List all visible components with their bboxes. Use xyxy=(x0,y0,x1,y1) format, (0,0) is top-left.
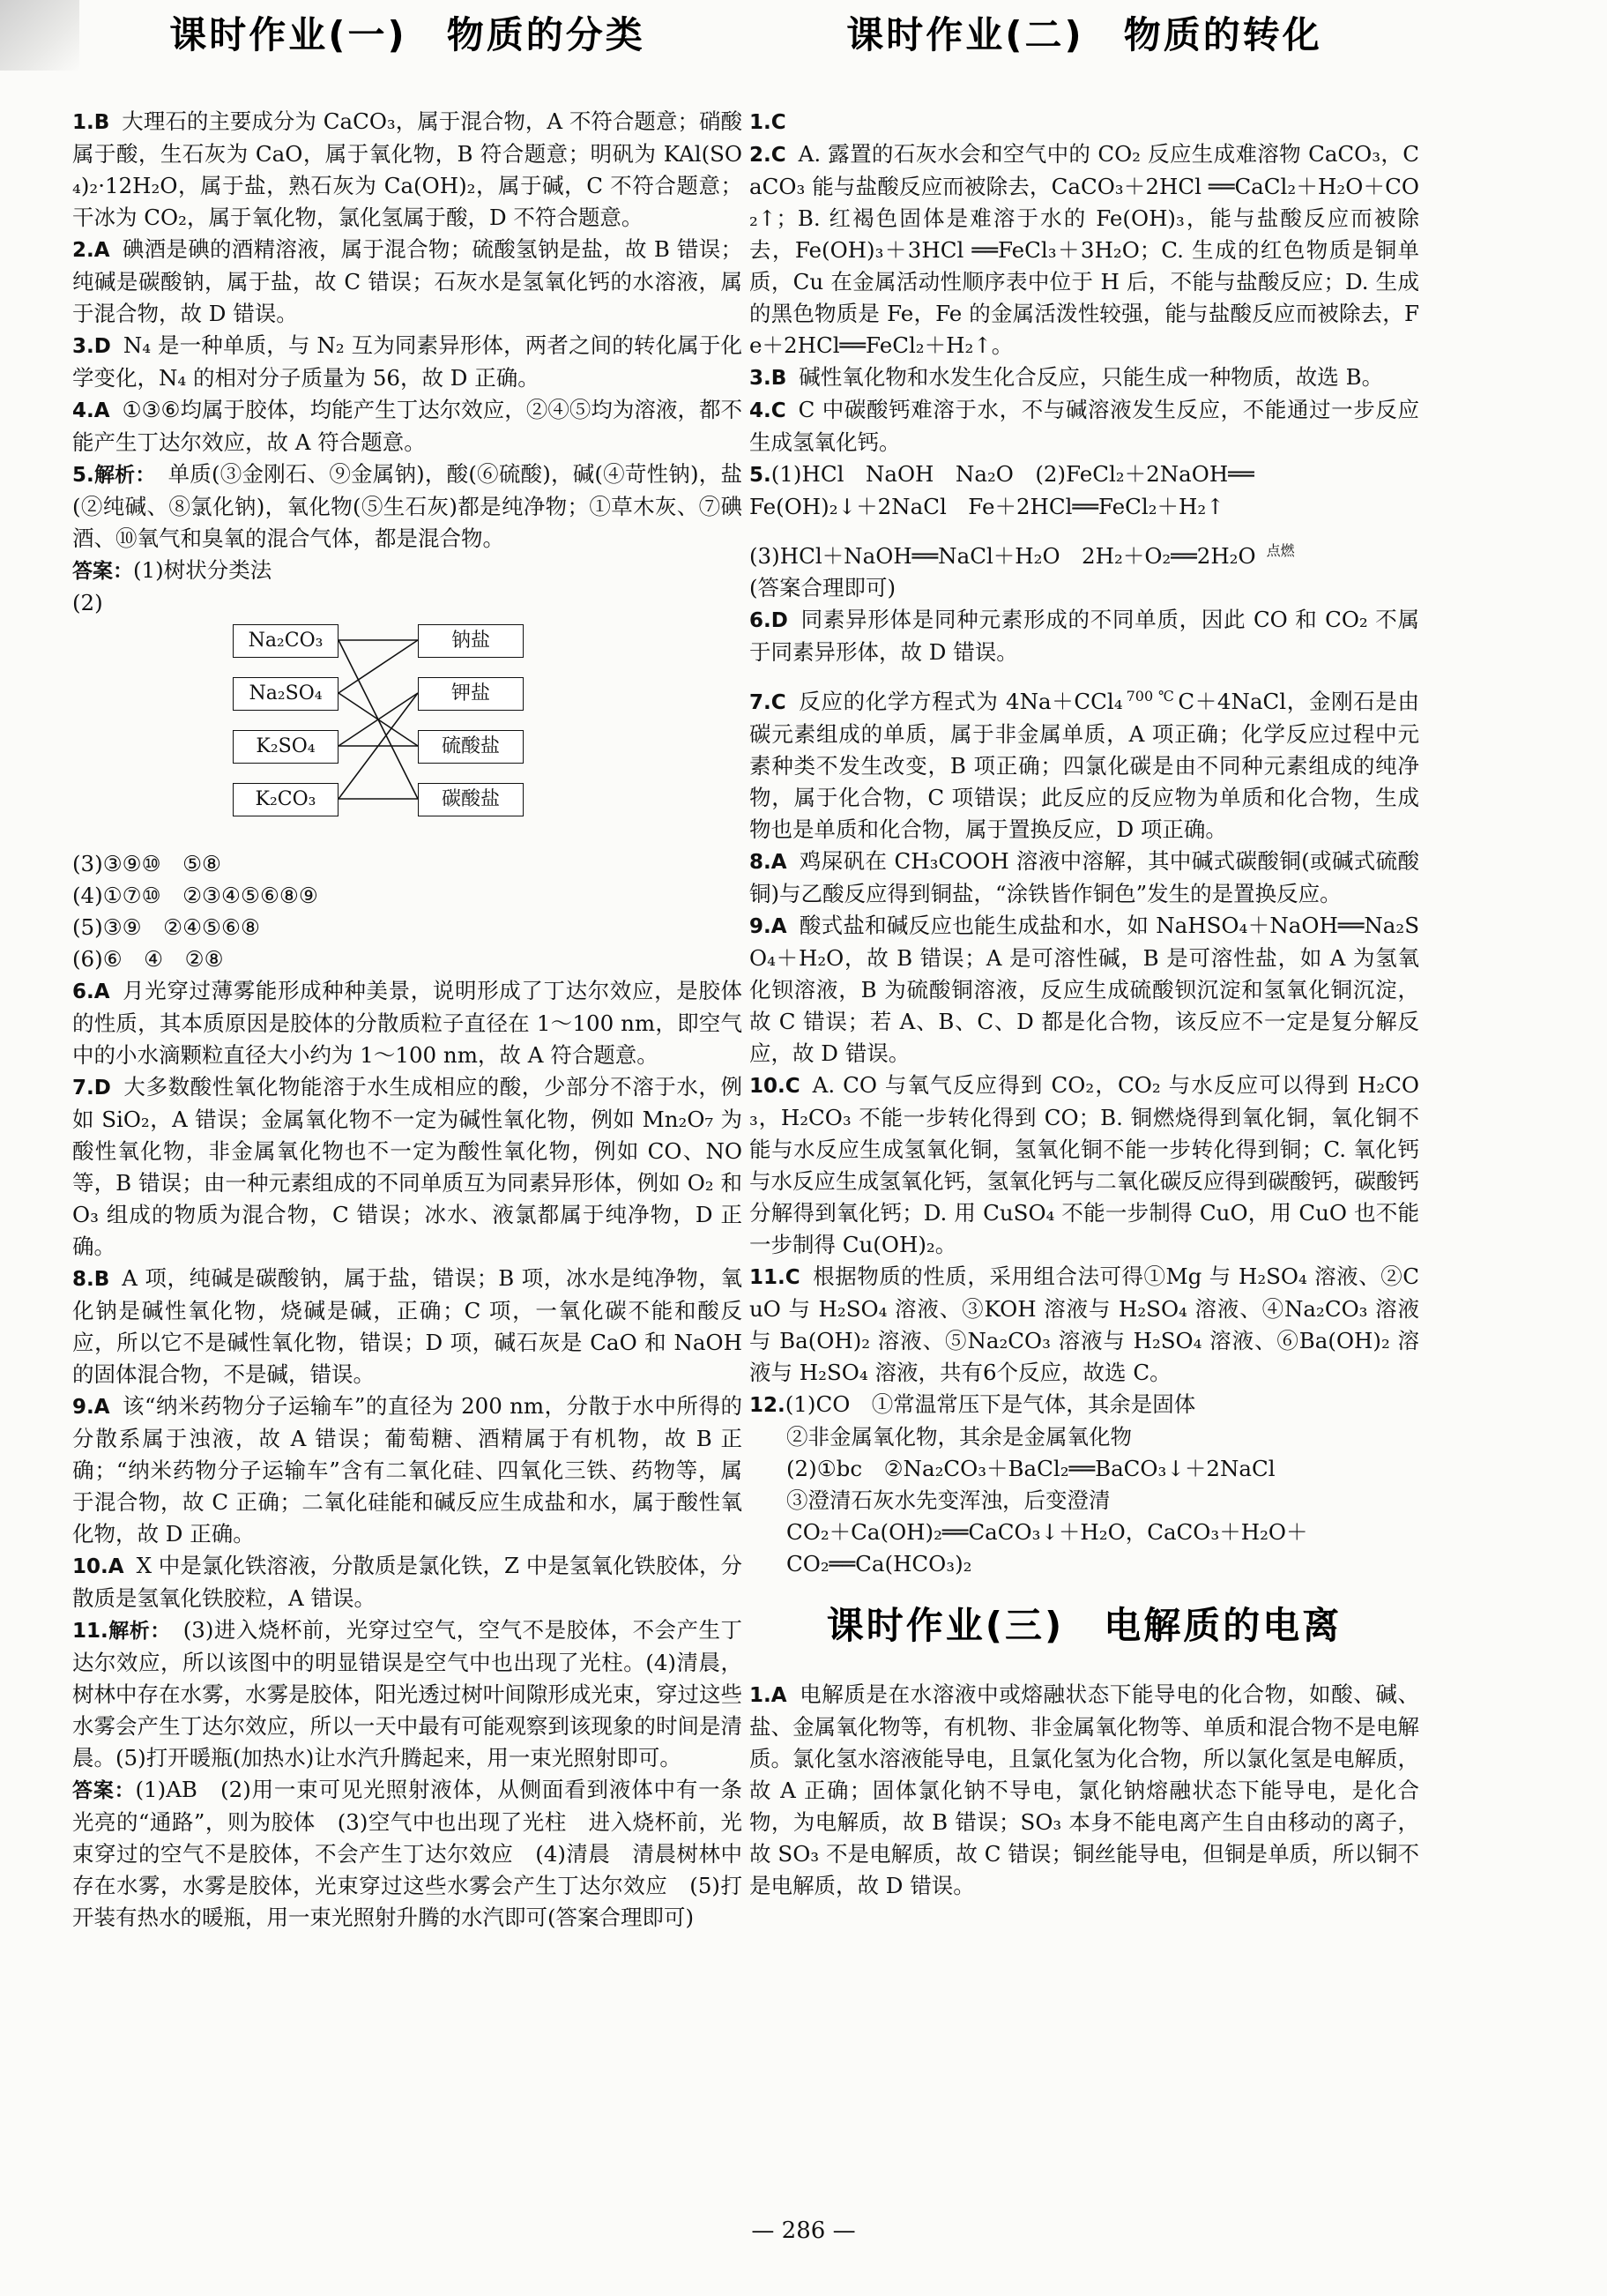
item-text: 同素异形体是同种元素形成的不同单质，因此 CO 和 CO₂ 不属于同素异形体，故 D 错误。 xyxy=(749,607,1419,666)
item-text: 根据物质的性质，采用组合法可得①Mg 与 H₂SO₄ 溶液、②CuO 与 H₂SO₄ 溶液、③KOH 溶液与 H₂SO₄ 溶液、④Na₂CO₃ 溶液与 Ba(OH)₂ 溶液、⑤Na₂CO₃ 溶液与 H₂SO₄ 溶液、⑥Ba(OH)₂ 溶液与 H₂SO₄ 溶液，共有6个反应，故选 C。 xyxy=(749,1264,1419,1386)
answer-item xyxy=(749,846,1419,910)
item5-line1 xyxy=(749,458,1419,491)
answer-letter: A xyxy=(770,1684,787,1708)
answer-letter: A xyxy=(93,399,110,422)
answer-letter: D xyxy=(93,335,111,358)
item-number: 1. xyxy=(749,1684,771,1708)
classification-diagram xyxy=(233,622,550,843)
item-number: 8. xyxy=(749,851,771,875)
item-number: 11. xyxy=(749,1266,785,1290)
box-potassium-salt: 钾盐 xyxy=(418,677,524,711)
item-number: 3. xyxy=(749,367,771,390)
answer-item xyxy=(72,1550,742,1614)
box-k2co3: K₂CO₃ xyxy=(233,783,339,816)
answer-5-line1 xyxy=(72,555,742,587)
answer-item xyxy=(72,234,742,330)
item-text: (3)进入烧杯前，光穿过空气，空气不是胶体，不会产生丁达尔效应，所以该图中的明显错误是空气中也出现了光柱。(4)清晨，树林中存在水雾，水雾是胶体，阳光透过树叶间隙形成光束，穿过这些水雾会产生丁达尔效应，所以一天中最有可能观察到该现象的时间是清晨。(5)打开暖瓶(加热水)让水汽升腾起来，用一束光照射即可。 xyxy=(72,1617,743,1770)
answer-11-text: (1)AB (2)用一束可见光照射液体，从侧面看到液体中有一条光亮的“通路”，则为胶体 (3)空气中也出现了光柱 进入烧杯前，光束穿过的空气不是胶体，不会产生丁达尔效应 (4)清晨 清晨树林中存在水雾，水雾是胶体，光束穿过这些水雾会产生丁达尔效应 (5)打开装有热水的暖瓶，用一束光照射升腾的水汽即可(答案合理即可) xyxy=(72,1777,743,1930)
answer-letter: C xyxy=(785,1266,800,1290)
answer-label: 答案： xyxy=(72,1779,136,1802)
answer-item xyxy=(72,1263,742,1390)
item-text: 大多数酸性氧化物能溶于水生成相应的酸，少部分不溶于水，例如 SiO₂，A 错误；金属氧化物不一定为碱性氧化物，例如 Mn₂O₇ 为酸性氧化物，非金属氧化物也不一定为酸性氧化物，例如 CO、NO 等，B 错误；由一种元素组成的不同单质互为同素异形体，例如 O₂ 和 O₃ 组成的物质为混合物，C 错误；冰水、液氯都属于纯净物，D 正确。 xyxy=(72,1074,742,1259)
item-text: X 中是氯化铁溶液，分散质是氯化铁，Z 中是氢氧化铁胶体，分散质是氢氧化铁胶粒，A 错误。 xyxy=(72,1553,742,1611)
reaction-condition: 700 ℃ xyxy=(1126,688,1175,705)
answer-letter: A xyxy=(93,239,110,262)
answer-letter: C xyxy=(770,144,786,167)
item-number: 1. xyxy=(72,111,94,134)
item-number: 5. xyxy=(749,464,771,487)
answer-item xyxy=(749,138,1419,362)
left-answer-list-2 xyxy=(72,975,742,1774)
answer-item xyxy=(72,458,742,555)
answer-5-line5: (5)③⑨ ②④⑤⑥⑧ xyxy=(72,914,260,940)
item-text: 月光穿过薄雾能形成种种美景，说明形成了丁达尔效应，是胶体的性质，其本质原因是胶体的分散质粒子直径在 1～100 nm，即空气中的小水滴颗粒直径大小约为 1～100 nm，故 A 符合题意。 xyxy=(72,978,742,1068)
answer-letter: C xyxy=(770,691,786,715)
answer-item xyxy=(72,330,742,394)
item-number: 11. xyxy=(72,1620,108,1643)
answer-item xyxy=(72,1071,742,1263)
right-answer-list-4 xyxy=(749,1679,1419,1902)
answer-item xyxy=(72,1614,742,1774)
item-number: 9. xyxy=(72,1396,94,1419)
item-text: 碱性氧化物和水发生化合反应，只能生成一种物质，故选 B。 xyxy=(799,364,1384,390)
item-text: 电解质是在水溶液中或熔融状态下能导电的化合物，如酸、碱、盐、金属氧化物等，有机物、非金属氧化物等、单质和混合物不是电解质。氯化氢水溶液能导电，且氯化氢为化合物，所以氯化氢是电解质，故 A 正确；固体氯化钠不导电，氯化钠熔融状态下能导电，是化合物，为电解质，故 B 错误；SO₃ 本身不能电离产生自由移动的离子，故 SO₃ 不是电解质，故 C 错误；铜丝能导电，但铜是单质，所以铜不是电解质，故 D 错误。 xyxy=(749,1681,1419,1899)
item-text: 该“纳米药物分子运输车”的直径为 200 nm，分散于水中所得的分散系属于浊液，故 A 错误；葡萄糖、酒精属于有机物，故 B 正确；“纳米药物分子运输车”含有二氧化硅、四氧化三铁、药物等，属于混合物，故 C 正确；二氧化硅能和碱反应生成盐和水，属于酸性氧化物，故 D 正确。 xyxy=(72,1393,742,1547)
item5-line4: (答案合理即可) xyxy=(749,575,896,601)
right-answer-list-3 xyxy=(749,846,1419,1389)
answer-11 xyxy=(72,1774,742,1934)
item-text: 单质(③金刚石、⑨金属钠)，酸(⑥硫酸)，碱(④苛性钠)，盐(②纯碱、⑧氯化钠)，氧化物(⑤生石灰)都是纯净物；①草木灰、⑦碘酒、⑩氧气和臭氧的混合气体，都是混合物。 xyxy=(72,461,742,551)
answer-letter: 解析： xyxy=(108,1620,171,1643)
item-number: 6. xyxy=(72,980,94,1003)
answer-label: 答案： xyxy=(72,560,133,583)
item-number: 2. xyxy=(72,239,94,262)
item-number: 8. xyxy=(72,1268,94,1291)
answer-letter: B xyxy=(93,1268,110,1291)
answer-item xyxy=(749,362,1419,394)
answer-item xyxy=(749,1679,1419,1902)
item-text: A 项，纯碱是碳酸钠，属于盐，错误；B 项，冰水是纯净物，氧化钠是碱性氧化物，烧碱是碱，正确；C 项，一氧化碳不能和酸反应，所以它不是碱性氧化物，错误；D 项，碱石灰是 CaO 和 NaOH 的固体混合物，不是碱，错误。 xyxy=(72,1265,742,1387)
item-number: 12. xyxy=(749,1394,785,1418)
answer-letter: B xyxy=(770,367,787,390)
answer-item xyxy=(72,1390,742,1550)
item-number: 10. xyxy=(749,1075,785,1099)
item5-line3 xyxy=(749,535,1419,572)
answer-5-line4: (4)①⑦⑩ ②③④⑤⑥⑧⑨ xyxy=(72,883,318,908)
answer-5-line3: (3)③⑨⑩ ⑤⑧ xyxy=(72,851,222,876)
answer-item xyxy=(72,975,742,1071)
answer-letter: A xyxy=(93,1396,110,1419)
item-number: 1. xyxy=(749,111,771,134)
answer-5-line6: (6)⑥ ④ ②⑧ xyxy=(72,946,224,972)
item5-text-3: (3)HCl＋NaOH══NaCl＋H₂O 2H₂＋O₂══2H₂O xyxy=(749,543,1256,570)
item-number: 2. xyxy=(749,144,771,167)
item-number: 5. xyxy=(72,464,94,487)
item12-line3: (2)①bc ②Na₂CO₃＋BaCl₂══BaCO₃↓＋2NaCl xyxy=(786,1456,1276,1482)
answer-item-7 xyxy=(749,681,1419,846)
item-number: 3. xyxy=(72,335,94,358)
box-na2co3: Na₂CO₃ xyxy=(233,624,339,658)
item-number: 6. xyxy=(749,609,771,633)
answer-item xyxy=(749,106,1419,138)
answer-letter: C xyxy=(770,399,786,422)
answer-5-line2: (2) xyxy=(72,590,103,615)
answer-letter: A xyxy=(108,1555,124,1578)
answer-item xyxy=(749,394,1419,458)
item-number: 7. xyxy=(72,1077,94,1100)
answer-item xyxy=(749,604,1419,668)
page-number: — 286 — xyxy=(751,2218,856,2244)
item-number: 7. xyxy=(749,691,771,715)
left-column xyxy=(72,13,743,1934)
item12-line1 xyxy=(749,1389,1419,1421)
section-title-2: 课时作业(二) 物质的转化 xyxy=(846,13,1322,56)
answer-letter: A xyxy=(93,980,110,1003)
item5-text-1: (1)HCl NaOH Na₂O (2)FeCl₂＋2NaOH══ xyxy=(770,461,1254,487)
item-text: ①③⑥均属于胶体，均能产生丁达尔效应，②④⑤均为溶液，都不能产生丁达尔效应，故 A 符合题意。 xyxy=(72,397,742,455)
item-text: A. 露置的石灰水会和空气中的 CO₂ 反应生成难溶物 CaCO₃，CaCO₃ 能与盐酸反应而被除去，CaCO₃＋2HCl ══CaCl₂＋H₂O＋CO₂↑；B. 红褐色固体是难溶于水的 Fe(OH)₃，能与盐酸反应而被除去，Fe(OH)₃＋3HCl ══FeCl₃＋3H₂O；C. 生成的红色物质是铜单质，Cu 在金属活动性顺序表中位于 H 后，不能与盐酸反应；D. 生成的黑色物质是 Fe，Fe 的金属活泼性较强，能与盐酸反应而被除去，Fe＋2HCl══FeCl₂＋H₂↑。 xyxy=(749,141,1419,358)
item12-line6: CO₂══Ca(HCO₃)₂ xyxy=(786,1551,972,1577)
answer-letter: 解析： xyxy=(93,464,156,487)
item-text: C 中碳酸钙难溶于水，不与碱溶液发生反应，不能通过一步反应生成氢氧化钙。 xyxy=(749,397,1419,455)
item-number: 10. xyxy=(72,1555,108,1578)
right-answer-list-2 xyxy=(749,604,1419,668)
item12-line4: ③澄清石灰水先变浑浊，后变澄清 xyxy=(786,1487,1111,1514)
answer-letter: B xyxy=(93,111,110,134)
item-number: 4. xyxy=(72,399,94,422)
scan-corner-shadow xyxy=(0,0,79,71)
item-text: 酸式盐和碱反应也能生成盐和水，如 NaHSO₄＋NaOH══Na₂SO₄＋H₂O，故 B 错误；A 是可溶性碱，B 是可溶性盐，如 A 为氢氧化钡溶液，B 为硫酸铜溶液，反应生成硫酸钡沉淀和氢氧化铜沉淀，故 C 错误；若 A、B、C、D 都是化合物，该反应不一定是复分解反应，故 D 错误。 xyxy=(749,913,1419,1067)
answer-item-12 xyxy=(749,1389,1419,1580)
item12-line5: CO₂＋Ca(OH)₂══CaCO₃↓＋H₂O，CaCO₃＋H₂O＋ xyxy=(786,1519,1308,1546)
item-number: 4. xyxy=(749,399,771,422)
item-number: 9. xyxy=(749,915,771,939)
left-answer-list xyxy=(72,106,742,555)
right-column xyxy=(749,13,1419,1902)
answer-item-5 xyxy=(749,458,1419,604)
item7-post: C＋4NaCl，金刚石是由碳元素组成的单质，属于非金属单质，A 项正确；化学反应过程中元素种类不发生改变，B 项正确；四氯化碳是由不同种元素组成的纯净物，属于化合物，C 项错误；此反应的反应物为单质和化合物，生成物也是单质和化合物，属于置换反应，D 项正确。 xyxy=(749,689,1419,843)
item12-line2: ②非金属氧化物，其余是金属氧化物 xyxy=(786,1424,1132,1450)
box-sodium-salt: 钠盐 xyxy=(418,624,524,658)
box-na2so4: Na₂SO₄ xyxy=(233,677,339,711)
box-k2so4: K₂SO₄ xyxy=(233,730,339,764)
right-answer-list xyxy=(749,106,1419,458)
reaction-condition: 点燃 xyxy=(1266,542,1295,559)
answer-letter: A xyxy=(770,851,787,875)
item-text: A. CO 与氧气反应得到 CO₂，CO₂ 与水反应可以得到 H₂CO₃，H₂CO₃ 不能一步转化得到 CO；B. 铜燃烧得到氧化铜，氧化铜不能与水反应生成氢氧化铜，氢氧化铜不能一步转化得到铜；C. 氧化钙与水反应生成氢氧化钙，氢氧化钙与二氧化碳反应得到碳酸钙，碳酸钙分解得到氧化钙；D. 用 CuSO₄ 不能一步制得 CuO，用 CuO 也不能一步制得 Cu(OH)₂。 xyxy=(749,1072,1419,1258)
answer-letter: D xyxy=(770,609,788,633)
answer-item xyxy=(749,910,1419,1070)
section-title-1: 课时作业(一) 物质的分类 xyxy=(169,13,645,56)
box-sulfate: 硫酸盐 xyxy=(418,730,524,764)
answer-letter: A xyxy=(770,915,787,939)
item12-text-1: (1)CO ①常温常压下是气体，其余是固体 xyxy=(785,1391,1196,1418)
item-text: 碘酒是碘的酒精溶液，属于混合物；硫酸氢钠是盐，故 B 错误；纯碱是碳酸钠，属于盐，故 C 错误；石灰水是氢氧化钙的水溶液，属于混合物，故 D 错误。 xyxy=(72,236,742,326)
answer-5-1: (1)树状分类法 xyxy=(133,557,272,583)
answer-letter: D xyxy=(93,1077,111,1100)
answer-item xyxy=(72,394,742,458)
item-text: 鸡屎矾在 CH₃COOH 溶液中溶解，其中碱式碳酸铜(或碱式硫酸铜)与乙酸反应得到铜盐，“涂铁皆作铜色”发生的是置换反应。 xyxy=(749,848,1419,907)
box-carbonate: 碳酸盐 xyxy=(418,783,524,816)
answer-item xyxy=(72,106,742,234)
item-text: N₄ 是一种单质，与 N₂ 互为同素异形体，两者之间的转化属于化学变化，N₄ 的相对分子质量为 56，故 D 正确。 xyxy=(72,332,742,391)
item5-line2: Fe(OH)₂↓＋2NaCl Fe＋2HCl══FeCl₂＋H₂↑ xyxy=(749,494,1224,519)
answer-letter: C xyxy=(785,1075,800,1099)
answer-item xyxy=(749,1261,1419,1389)
answer-letter: C xyxy=(770,111,786,134)
item7-pre: 反应的化学方程式为 4Na＋CCl₄ xyxy=(798,689,1123,715)
answer-item xyxy=(749,1070,1419,1261)
connector-na2so4-sodium xyxy=(339,640,418,693)
item-text: 大理石的主要成分为 CaCO₃，属于混合物，A 不符合题意；硝酸属于酸，生石灰为 CaO，属于氧化物，B 符合题意；明矾为 KAl(SO₄)₂·12H₂O，属于盐，熟石灰为 Ca(OH)₂，属于碱，C 不符合题意；干冰为 CO₂，属于氧化物，氯化氢属于酸，D 不符合题意。 xyxy=(72,108,742,230)
section-title-3: 课时作业(三) 电解质的电离 xyxy=(826,1604,1343,1648)
